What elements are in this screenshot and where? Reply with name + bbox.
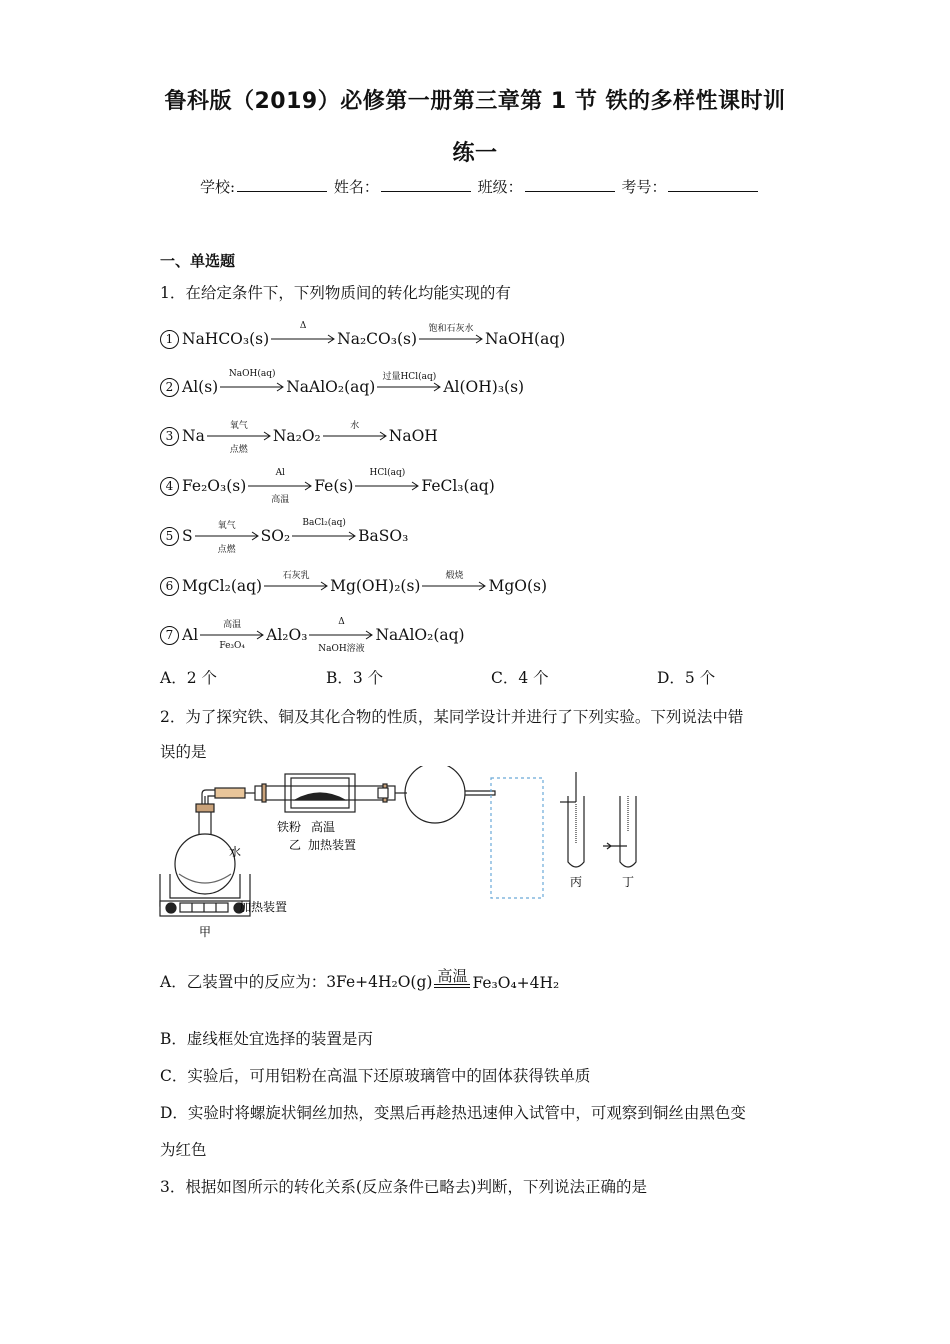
arrow-condition-above: 水 [350,421,360,431]
student-info-row [200,176,760,197]
drying-tube [405,766,465,823]
reaction-arrow [207,418,271,454]
arrow-condition-above: 过量HCl(aq) [382,372,437,382]
jia-label: 甲 [199,925,212,939]
iron-label: 铁粉 [277,820,302,834]
arrow-condition-above: 煅烧 [445,571,464,581]
heater-jia-label: 加热装置 [239,900,288,914]
reaction-arrow [309,617,373,653]
arrow-icon [248,481,312,491]
page-title-line1: 鲁科版（2019）必修第一册第三章第 1 节 铁的多样性课时训 [164,89,786,114]
q2-option-b[interactable]: B．虚线框处宜选择的装置是丙 [160,1030,373,1048]
product: NaOH(aq) [485,330,566,348]
number-field[interactable] [668,177,758,192]
reactant: Fe₂O₃(s) [182,477,247,495]
flask-stopper [196,804,214,812]
question-2-stem-line1: 2．为了探究铁、铜及其化合物的性质，某同学设计并进行了下列实验。下列说法中错 [160,708,744,726]
intermediate: SO₂ [260,527,291,545]
arrow-icon [419,334,483,344]
section-heading: 一、单选题 [160,252,236,270]
reaction-arrow [195,518,259,554]
q1-option-a[interactable]: A．2 个 [160,669,217,687]
reaction-arrow [377,369,441,405]
conversion-item [160,418,438,454]
condition-label: 高温 [437,967,468,985]
arrow-condition-below: Fe₃O₄ [219,641,245,651]
arrow-icon [264,581,328,591]
intermediate: Fe(s) [314,477,354,495]
heater-yi-label: 加热装置 [308,838,357,852]
reactant: Al(s) [182,378,219,396]
yi-label: 乙 [289,838,302,852]
conversion-item [160,518,408,554]
arrow-icon [323,431,387,441]
question-3-stem: 3．根据如图所示的转化关系(反应条件已略去)判断，下列说法正确的是 [160,1178,647,1196]
product: FeCl₃(aq) [421,477,495,495]
reaction-arrow [271,321,335,357]
name-label: 姓名： [333,178,379,196]
reaction-arrow [422,568,486,604]
reaction-arrow [292,518,356,554]
arrow-icon [309,630,373,640]
temp-label: 高温 [311,820,336,834]
arrow-condition-above: 饱和石灰水 [428,324,474,334]
arrow-condition-below: 高温 [271,495,290,505]
school-field[interactable] [237,177,327,192]
arrow-condition-above: NaOH(aq) [228,369,276,379]
q2-option-c[interactable]: C．实验后，可用铝粉在高温下还原玻璃管中的固体获得铁单质 [160,1067,591,1085]
question-2-stem-line2: 误的是 [160,743,207,761]
item-number-circle: 1 [160,330,179,349]
class-field[interactable] [525,177,615,192]
question-1-stem: 1．在给定条件下，下列物质间的转化均能实现的有 [160,284,511,302]
q2-option-a-suffix: Fe₃O₄+4H₂ [472,974,560,992]
arrow-icon [355,481,419,491]
arrow-icon [377,382,441,392]
intermediate: Na₂CO₃(s) [337,330,418,348]
intermediate: NaAlO₂(aq) [286,378,376,396]
arrow-condition-below: 点燃 [217,545,236,555]
page-title-line2: 练一 [452,141,498,166]
school-label: 学校: [200,178,236,196]
arrow-condition-below: 点燃 [229,445,248,455]
conversion-item [160,321,565,357]
reactant: Al [182,626,199,644]
arrow-condition-above: 氧气 [217,521,236,531]
product: NaOH [388,427,438,445]
round-flask [175,834,235,894]
arrow-icon [200,630,264,640]
bing-label: 丙 [570,875,583,889]
q1-option-c[interactable]: C．4 个 [491,669,549,687]
reaction-arrow [419,321,483,357]
q2-option-d-line2: 为红色 [160,1141,207,1159]
conversion-item [160,369,524,405]
arrow-condition-above: 氧气 [229,421,248,431]
number-label: 考号： [621,178,667,196]
reaction-arrow [264,568,328,604]
reaction-arrow [355,468,419,504]
product: Al(OH)₃(s) [443,378,525,396]
product: MgO(s) [488,577,548,595]
q1-option-d[interactable]: D．5 个 [657,669,716,687]
water-label: 水 [229,845,242,859]
item-number-circle: 4 [160,477,179,496]
product: BaSO₃ [358,527,409,545]
reaction-arrow [323,418,387,454]
arrow-condition-above: BaCl₂(aq) [302,518,346,528]
reactant: Na [182,427,205,445]
conversion-item [160,568,547,604]
apparatus-figure [155,766,645,946]
item-number-circle: 7 [160,626,179,645]
conversion-item [160,468,495,504]
q1-option-b[interactable]: B．3 个 [326,669,384,687]
arrow-condition-above: Al [275,468,285,478]
reaction-arrow [248,468,312,504]
ding-label: 丁 [622,875,635,889]
item-number-circle: 5 [160,527,179,546]
reactant: NaHCO₃(s) [182,330,270,348]
arrow-icon [271,334,335,344]
arrow-condition-above: Δ [299,321,307,331]
class-label: 班级： [477,178,523,196]
arrow-icon [207,431,271,441]
arrow-condition-above: Δ [338,617,345,627]
reaction-arrow [200,617,264,653]
arrow-icon [422,581,486,591]
name-field[interactable] [381,177,471,192]
arrow-condition-above: 石灰乳 [282,571,310,581]
conversion-item [160,617,465,653]
product: NaAlO₂(aq) [375,626,465,644]
intermediate: Al₂O₃ [266,626,308,644]
arrow-icon [220,382,284,392]
arrow-icon [292,531,356,541]
dashed-box [491,778,543,898]
arrow-condition-above: 高温 [223,620,242,630]
reactant: S [182,527,193,545]
arrow-condition-below: NaOH溶液 [318,644,365,654]
q2-option-a-prefix: A．乙装置中的反应为：3Fe+4H₂O(g) [160,973,433,991]
intermediate: Na₂O₂ [272,427,321,445]
reaction-arrow [220,369,284,405]
double-line [434,984,470,988]
q2-option-a[interactable] [160,967,560,992]
condition-equals [434,968,470,988]
q2-option-d-line1[interactable]: D．实验时将螺旋状铜丝加热，变黑后再趁热迅速伸入试管中，可观察到铜丝由黑色变 [160,1104,746,1122]
item-number-circle: 6 [160,577,179,596]
arrow-condition-above: HCl(aq) [369,468,406,478]
intermediate: Mg(OH)₂(s) [330,577,421,595]
item-number-circle: 2 [160,378,179,397]
arrow-icon [195,531,259,541]
item-number-circle: 3 [160,427,179,446]
reactant: MgCl₂(aq) [182,577,263,595]
